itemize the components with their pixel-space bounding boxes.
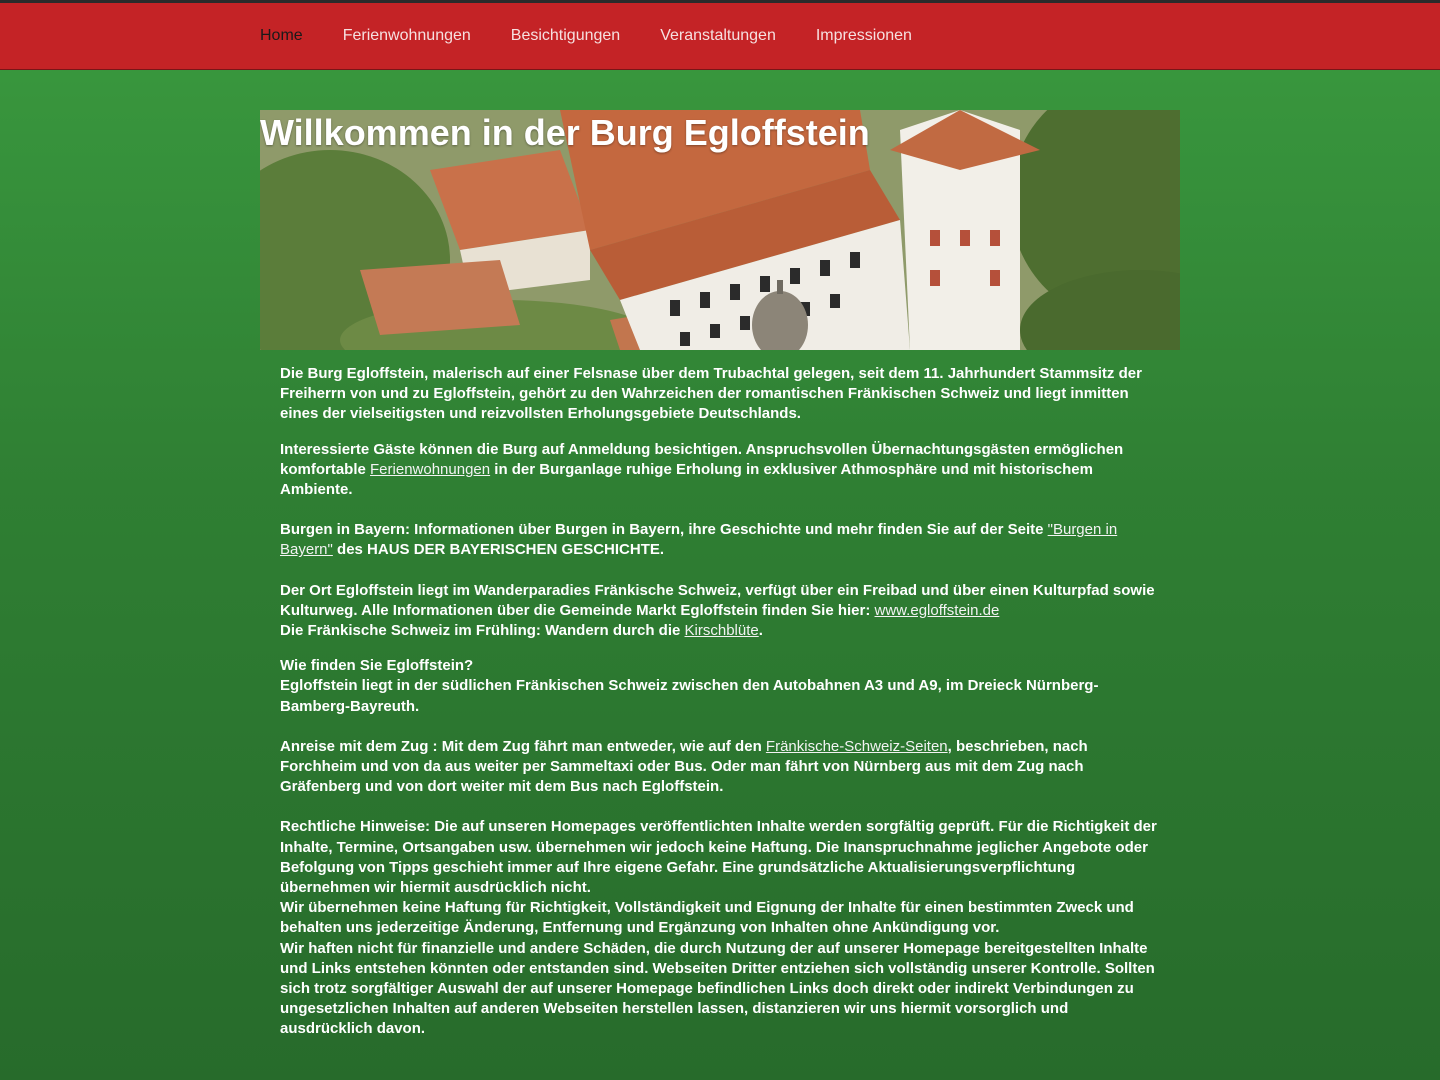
nav-ferienwohnungen[interactable]: Ferienwohnungen (342, 27, 471, 44)
burgen-text-end: des HAUS DER BAYERISCHEN GESCHICHTE. (332, 541, 665, 559)
main-content-wrapper (260, 110, 1180, 1055)
apartments-paragraph (280, 440, 1160, 501)
legal-text-1: Rechtliche Hinweise: Die auf unseren Homepages veröffentlichten Inhalte werden sorgfältig geprüft. Für die Richtigkeit der Inhalte, Termine, Ortsangaben usw. übernehmen wir jedoch keine Haftung. Die Inanspruchnahme jeglicher Angebote oder Befolgung von Tipps geschieht immer auf Ihre eigene Gefahr. Eine grundsätzliche Aktualisierungsverpflichtung übernehmen wir hiermit ausdrücklich nicht. (280, 818, 1157, 897)
anfahrt-paragraph (280, 656, 1160, 717)
kirschbluete-link[interactable]: Kirschblüte (684, 622, 759, 640)
fraenkische-schweiz-link[interactable]: Fränkische-Schweiz-Seiten (765, 737, 948, 755)
apartments-text-end: in der Burganlage ruhige Erholung in exklusiver Athmosphäre und mit historischem Ambiente. (280, 460, 1093, 499)
legal-paragraph (280, 817, 1160, 1039)
apartments-text: Interessierte Gäste können die Burg auf Anmeldung besichtigen. Anspruchsvollen Übernachtungsgästen ermöglichen komfortable (280, 440, 1124, 478)
text-content (260, 350, 1180, 1040)
ferienwohnungen-link[interactable]: Ferienwohnungen (370, 460, 491, 478)
zug-text-end: , beschrieben, nach Forchheim und von da aus weiter per Sammeltaxi oder Bus. Oder man fährt von Nürnberg aus mit dem Zug nach Gräfenberg und von dort weiter mit dem Bus nach Egloffstein. (280, 737, 1088, 796)
castle-banner (260, 110, 1180, 350)
legal-text-2: Wir übernehmen keine Haftung für Richtigkeit, Vollständigkeit und Eignung der Inhalte für einen bestimmten Zweck und behalten uns jederzeitige Änderung, Entfernung und Ergänzung von Inhalten ohne Ankündigung vor. (280, 899, 1134, 937)
nav-impressionen[interactable]: Impressionen (815, 27, 912, 44)
anfahrt-question: Wie finden Sie Egloffstein? (280, 657, 474, 675)
fruehling-end: . (758, 622, 763, 640)
page-title: Willkommen in der Burg Egloffstein (260, 112, 870, 153)
burgen-in-bayern-link[interactable]: "Burgen in Bayern" (280, 521, 1118, 559)
zug-text: Anreise mit dem Zug : Mit dem Zug fährt man entweder, wie auf den (280, 737, 766, 755)
main-navigation (0, 3, 1440, 70)
intro-paragraph (280, 364, 1160, 425)
nav-veranstaltungen[interactable]: Veranstaltungen (660, 27, 776, 44)
ort-text: Der Ort Egloffstein liegt im Wanderparadies Fränkische Schweiz, verfügt über ein Freibad und über einen Kulturpfad sowie Kulturweg. Alle Informationen über die Gemeinde Markt Egloffstein finden Sie hier: (280, 581, 1155, 619)
nav-besichtigungen[interactable]: Besichtigungen (510, 27, 621, 44)
anfahrt-text: Egloffstein liegt in der südlichen Fränkischen Schweiz zwischen den Autobahnen A3 und A9, im Dreieck Nürnberg-Bamberg-Bayreuth. (280, 677, 1099, 715)
zug-paragraph (280, 737, 1160, 798)
burgen-text: Burgen in Bayern: Informationen über Burgen in Bayern, ihre Geschichte und mehr finden Sie auf der Seite (280, 521, 1048, 539)
egloffstein-de-link[interactable]: www.egloffstein.de (874, 601, 1000, 619)
nav-home[interactable]: Home (260, 27, 303, 44)
intro-text: Die Burg Egloffstein, malerisch auf einer Felsnase über dem Trubachtal gelegen, seit dem 11. Jahrhundert Stammsitz der Freiherrn von und zu Egloffstein, gehört zu den Wahrzeichen der romantischen Fränkischen Schweiz und liegt inmitten eines der vielseitigsten und reizvollsten Erholungsgebiete Deutschlands. (280, 365, 1142, 423)
fruehling-text: Die Fränkische Schweiz im Frühling: Wandern durch die (280, 622, 685, 640)
legal-text-3: Wir haften nicht für finanzielle und andere Schäden, die durch Nutzung der auf unserer Homepage bereitgestellten Inhalte und Links entstehen könnten oder entstanden sind. Webseiten Dritter entziehen sich vollständig unserer Kontrolle. Sollten sich trotz sorgfältiger Auswahl der auf unserer Homepage befindlichen Links doch direkt oder indirekt Verbindungen zu ungesetzlichen Inhalten auf anderen Webseiten herstellen lassen, distanzieren wir uns hiermit vorsorglich und ausdrücklich davon. (280, 939, 1155, 1038)
nav-menu (260, 3, 952, 69)
burgen-bayern-paragraph (280, 520, 1160, 560)
ort-paragraph (280, 581, 1160, 642)
